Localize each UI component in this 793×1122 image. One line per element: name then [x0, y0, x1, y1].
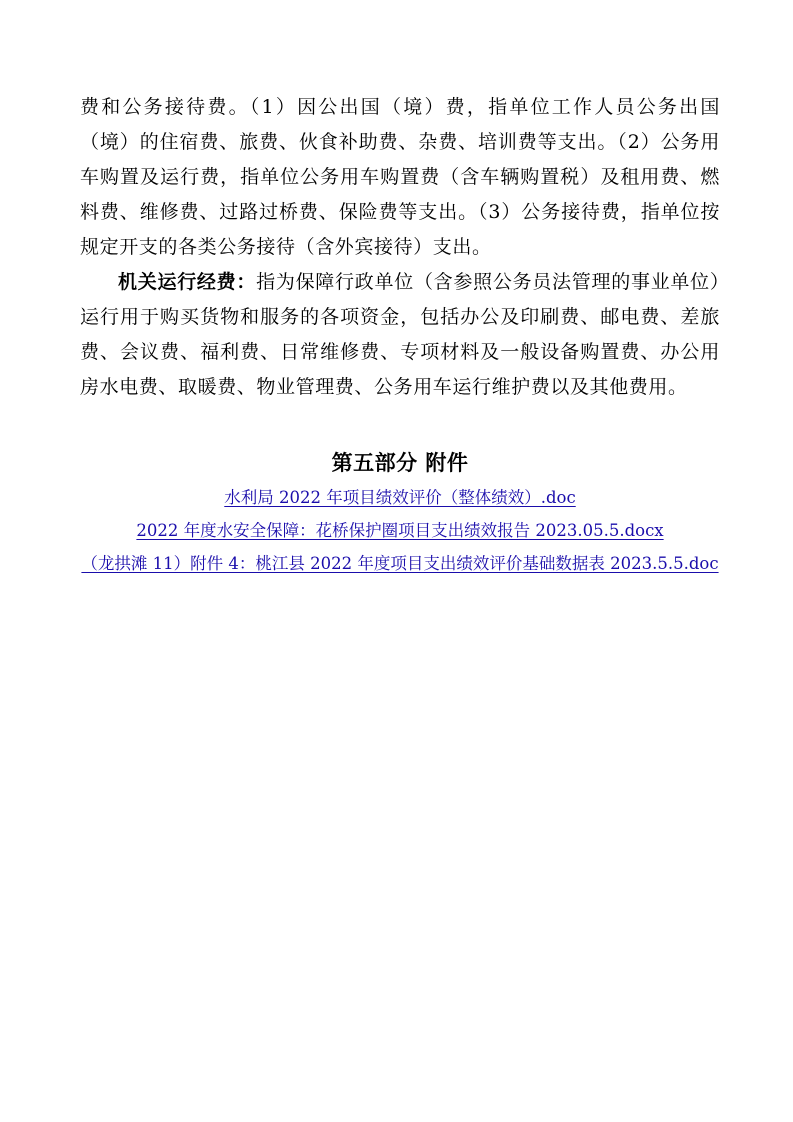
attachment-list [80, 481, 720, 580]
paragraph-operating-expenses [80, 265, 720, 405]
term-operating-expenses: 机关运行经费： [118, 271, 257, 293]
section-title-attachments: 第五部分 附件 [331, 451, 469, 475]
paragraph-public-expenses: 费和公务接待费。（1）因公出国（境）费，指单位工作人员公务出国（境）的住宿费、旅费、伙食补助费、杂费、培训费等支出。（2）公务用车购置及运行费，指单位公务用车购置费（含车辆购置税）及租用费、燃料费、维修费、过路过桥费、保险费等支出。（3）公务接待费，指单位按规定开支的各类公务接待（含外宾接待）支出。 [80, 96, 720, 258]
attachment-link-basic-data-table[interactable]: （龙拱滩 11）附件 4：桃江县 2022 年度项目支出绩效评价基础数据表 2023.5.5.doc [81, 554, 719, 573]
attachment-link-water-safety-report[interactable]: 2022 年度水安全保障：花桥保护圈项目支出绩效报告 2023.05.5.docx [136, 521, 664, 540]
document-page [80, 90, 720, 580]
attachment-link-performance-evaluation[interactable]: 水利局 2022 年项目绩效评价（整体绩效）.doc [224, 488, 576, 507]
definition-operating-expenses: 指为保障行政单位（含参照公务员法管理的事业单位）运行用于购买货物和服务的各项资金，包括办公及印刷费、邮电费、差旅费、会议费、福利费、日常维修费、专项材料及一般设备购置费、办公用房水电费、取暖费、物业管理费、公务用车运行维护费以及其他费用。 [80, 271, 720, 398]
